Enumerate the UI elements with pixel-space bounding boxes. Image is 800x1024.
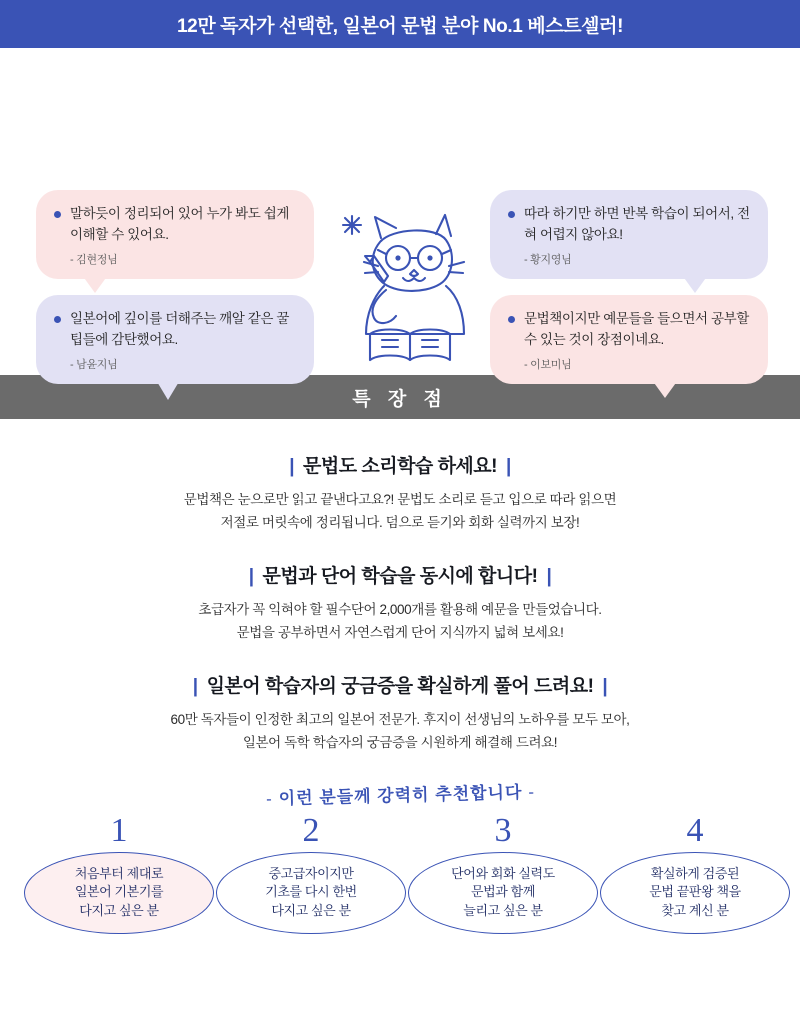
- review-text-3: 따라 하기만 하면 반복 학습이 되어서, 전혀 어렵지 않아요!: [524, 206, 750, 242]
- recommend-text-1-line-3: 다지고 싶은 분: [79, 902, 159, 918]
- bubble-tail-icon: [82, 275, 108, 293]
- recommend-heading-text: 이런 분들께 강력히 추천합니다: [278, 782, 523, 808]
- recommend-section: [0, 781, 800, 964]
- feature-item-3: [0, 671, 800, 755]
- recommend-number-3: 3: [494, 811, 512, 849]
- recommend-oval-2: [216, 852, 406, 934]
- recommend-text-1-line-2: 일본어 기본기를: [74, 884, 164, 900]
- bubble-tail-icon: [652, 380, 678, 398]
- feature-title-3: [0, 671, 800, 698]
- review-text-2: 일본어에 깊이를 더해주는 깨알 같은 꿀팁들에 감탄했어요.: [70, 311, 290, 347]
- cat-studying-illustration: [318, 184, 493, 379]
- title-mark-right-icon: |: [602, 675, 608, 697]
- review-author-1: - 김현정님: [70, 253, 118, 266]
- bullet-dot-icon: [54, 316, 61, 323]
- recommend-oval-3: [408, 852, 598, 934]
- title-mark-right-icon: |: [546, 565, 552, 587]
- recommend-number-4: 4: [686, 811, 704, 849]
- top-banner: [0, 0, 800, 48]
- features-section: [0, 419, 800, 755]
- recommend-heading: [259, 777, 541, 809]
- feature-line-1-1: 문법책은 눈으로만 읽고 끝낸다고요?! 문법도 소리로 듣고 입으로 따라 읽으면: [183, 492, 617, 507]
- review-bubble-2: [36, 295, 314, 384]
- recommend-text-4-line-2: 문법 끝판왕 책을: [649, 884, 741, 900]
- feature-line-1-2: 저절로 머릿속에 정리됩니다. 덤으로 듣기와 회화 실력까지 보장!: [220, 514, 580, 530]
- recommend-oval-4: [600, 852, 790, 934]
- recommend-oval-1: [24, 852, 214, 934]
- recommend-text-3-line-1: 단어와 회화 실력도: [451, 865, 555, 881]
- recommend-oval-list: [0, 811, 800, 964]
- banner-text: 12만 독자가 선택한, 일본어 문법 분야 No.1 베스트셀러!: [177, 15, 623, 37]
- recommend-item-4: [600, 811, 790, 934]
- review-bubble-3: [490, 190, 768, 279]
- bullet-dot-icon: [508, 316, 515, 323]
- bubble-tail-icon: [682, 275, 708, 293]
- feature-item-1: [0, 451, 800, 535]
- feature-line-2-1: 초급자가 꼭 익혀야 할 필수단어 2,000개를 활용해 예문을 만들었습니다.: [198, 601, 602, 617]
- recommend-text-1: [75, 865, 163, 920]
- feature-title-text-1: 문법도 소리학습 하세요!: [303, 456, 497, 477]
- section-title: 특 장 점: [352, 388, 448, 410]
- review-author-2: - 남윤지님: [70, 358, 118, 371]
- bullet-dot-icon: [54, 211, 61, 218]
- review-text-4: 문법책이지만 예문들을 들으면서 공부할 수 있는 것이 장점이네요.: [524, 311, 749, 347]
- recommend-text-4: [649, 865, 741, 920]
- feature-item-2: [0, 561, 800, 645]
- recommend-number-2: 2: [302, 811, 320, 849]
- recommend-number-1: 1: [110, 811, 128, 849]
- review-bubble-1: [36, 190, 314, 279]
- recommend-text-2-line-1: 중고급자이지만: [268, 865, 354, 881]
- recommend-text-2-line-2: 기초를 다시 한번: [265, 884, 357, 900]
- title-mark-left-icon: |: [248, 565, 254, 587]
- recommend-text-3-line-2: 문법과 함께: [470, 884, 535, 900]
- review-text-1: 말하듯이 정리되어 있어 누가 봐도 쉽게 이해할 수 있어요.: [70, 206, 290, 242]
- recommend-text-1-line-1: 처음부터 제대로: [74, 865, 164, 881]
- dash-left-icon: -: [265, 788, 273, 809]
- title-mark-left-icon: |: [192, 675, 198, 697]
- review-author-4: - 이보미님: [524, 358, 572, 371]
- review-author-3: - 황지영님: [524, 253, 572, 266]
- title-mark-left-icon: |: [289, 456, 295, 477]
- recommend-text-3: [451, 865, 555, 920]
- recommend-text-4-line-1: 확실하게 검증된: [650, 865, 740, 881]
- recommend-text-2-line-3: 다지고 싶은 분: [271, 902, 351, 918]
- feature-line-3-1: 60만 독자들이 인정한 최고의 일본어 전문가. 후지이 선생님의 노하우를 모두 모아,: [170, 711, 630, 727]
- feature-title-text-3: 일본어 학습자의 궁금증을 확실하게 풀어 드려요!: [206, 675, 594, 697]
- feature-title-2: [0, 561, 800, 588]
- recommend-text-2: [265, 865, 357, 920]
- title-mark-right-icon: |: [505, 456, 511, 477]
- recommend-item-3: [408, 811, 598, 934]
- recommend-text-4-line-3: 찾고 계신 분: [661, 902, 729, 918]
- bubble-tail-icon: [156, 380, 180, 400]
- bullet-dot-icon: [508, 211, 515, 218]
- reviews-section: [0, 48, 800, 375]
- feature-line-2-2: 문법을 공부하면서 자연스럽게 단어 지식까지 넓혀 보세요!: [236, 624, 564, 640]
- feature-title-text-2: 문법과 단어 학습을 동시에 합니다!: [262, 565, 538, 587]
- recommend-item-2: [216, 811, 406, 934]
- feature-title-1: [0, 451, 800, 478]
- feature-line-3-2: 일본어 독학 학습자의 궁금증을 시원하게 해결해 드려요!: [242, 734, 558, 750]
- dash-right-icon: -: [527, 782, 535, 802]
- recommend-item-1: [24, 811, 214, 934]
- review-bubble-4: [490, 295, 768, 384]
- recommend-text-3-line-3: 늘리고 싶은 분: [463, 902, 543, 918]
